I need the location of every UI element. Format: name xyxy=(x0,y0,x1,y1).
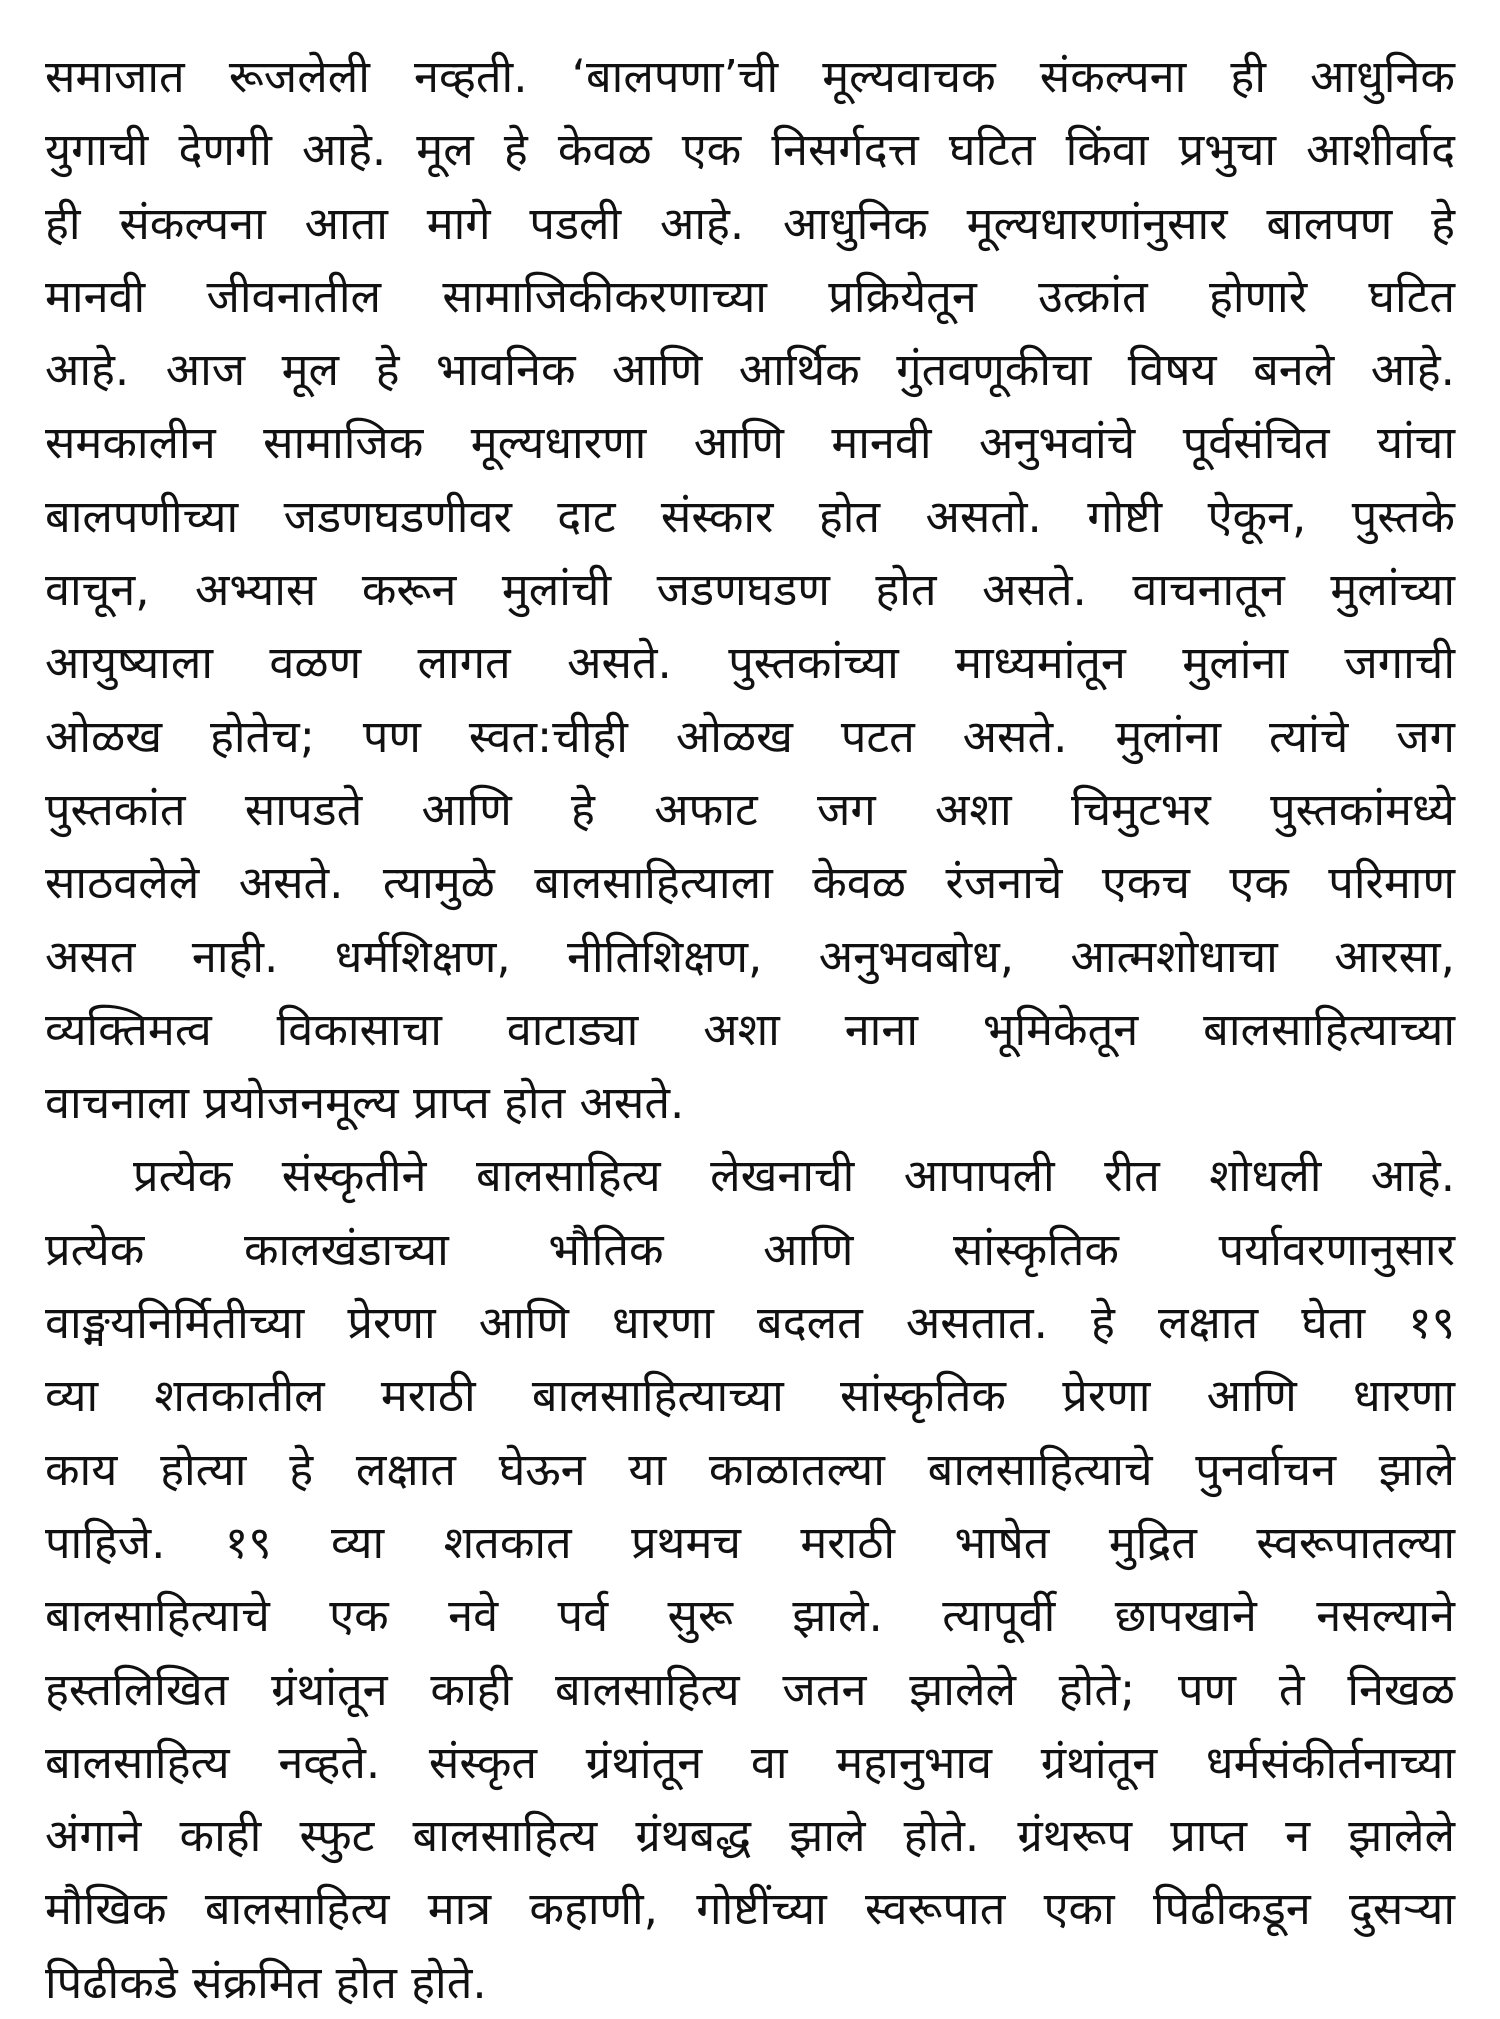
text-line: पिढीकडे संक्रमित होत होते. xyxy=(45,1955,487,2009)
text-line: ही संकल्पना आता मागे पडली आहे. आधुनिक मूल्यधारणांनुसार बालपण हे xyxy=(45,196,1455,250)
text-line: आयुष्याला वळण लागत असते. पुस्तकांच्या माध्यमांतून मुलांना जगाची xyxy=(45,636,1455,690)
text-line: बालपणीच्या जडणघडणीवर दाट संस्कार होत असतो. गोष्टी ऐकून, पुस्तके xyxy=(45,489,1455,543)
text-line: काय होत्या हे लक्षात घेऊन या काळातल्या बालसाहित्याचे पुनर्वाचन झाले xyxy=(45,1442,1455,1496)
text-line: बालसाहित्याचे एक नवे पर्व सुरू झाले. त्यापूर्वी छापखाने नसल्याने xyxy=(45,1589,1455,1643)
text-line: व्या शतकातील मराठी बालसाहित्याच्या सांस्कृतिक प्रेरणा आणि धारणा xyxy=(45,1369,1455,1423)
text-line: आहे. आज मूल हे भावनिक आणि आर्थिक गुंतवणूकीचा विषय बनले आहे. xyxy=(45,343,1455,397)
text-line: युगाची देणगी आहे. मूल हे केवळ एक निसर्गदत्त घटित किंवा प्रभुचा आशीर्वाद xyxy=(45,123,1455,177)
text-line: मानवी जीवनातील सामाजिकीकरणाच्या प्रक्रियेतून उत्क्रांत होणारे घटित xyxy=(45,269,1455,323)
text-line: ओळख होतेच; पण स्वत:चीही ओळख पटत असते. मुलांना त्यांचे जग xyxy=(45,709,1455,763)
text-line: व्यक्तिमत्व विकासाचा वाटाड्या अशा नाना भूमिकेतून बालसाहित्याच्या xyxy=(45,1002,1455,1056)
text-line: बालसाहित्य नव्हते. संस्कृत ग्रंथांतून वा महानुभाव ग्रंथांतून धर्मसंकीर्तनाच्या xyxy=(45,1735,1455,1789)
paragraph-1 xyxy=(45,40,1455,1139)
text-line: वाचून, अभ्यास करून मुलांची जडणघडण होत असते. वाचनातून मुलांच्या xyxy=(45,563,1455,617)
text-line: वाङ्मयनिर्मितीच्या प्रेरणा आणि धारणा बदलत असतात. हे लक्षात घेता १९ xyxy=(45,1296,1455,1350)
text-line: प्रत्येक संस्कृतीने बालसाहित्य लेखनाची आपापली रीत शोधली आहे. xyxy=(133,1149,1455,1203)
text-line: हस्तलिखित ग्रंथांतून काही बालसाहित्य जतन झालेले होते; पण ते निखळ xyxy=(45,1662,1455,1716)
text-line: प्रत्येक कालखंडाच्या भौतिक आणि सांस्कृतिक पर्यावरणानुसार xyxy=(45,1222,1455,1276)
text-line: समकालीन सामाजिक मूल्यधारणा आणि मानवी अनुभवांचे पूर्वसंचित यांचा xyxy=(45,416,1455,470)
text-line: पाहिजे. १९ व्या शतकात प्रथमच मराठी भाषेत मुद्रित स्वरूपातल्या xyxy=(45,1515,1455,1569)
text-line: समाजात रूजलेली नव्हती. ‘बालपणा’ची मूल्यवाचक संकल्पना ही आधुनिक xyxy=(45,50,1455,103)
text-line: मौखिक बालसाहित्य मात्र कहाणी, गोष्टींच्या स्वरूपात एका पिढीकडून दुसऱ्या xyxy=(45,1882,1455,1936)
text-line: असत नाही. धर्मशिक्षण, नीतिशिक्षण, अनुभवबोध, आत्मशोधाचा आरसा, xyxy=(45,929,1455,983)
paragraph-2 xyxy=(45,1139,1455,2019)
text-line: वाचनाला प्रयोजनमूल्य प्राप्त होत असते. xyxy=(45,1076,685,1130)
body-text xyxy=(45,40,1455,2019)
text-line: अंगाने काही स्फुट बालसाहित्य ग्रंथबद्ध झाले होते. ग्रंथरूप प्राप्त न झालेले xyxy=(45,1809,1455,1863)
text-line: पुस्तकांत सापडते आणि हे अफाट जग अशा चिमुटभर पुस्तकांमध्ये xyxy=(45,782,1455,836)
text-line: साठवलेले असते. त्यामुळे बालसाहित्याला केवळ रंजनाचे एकच एक परिमाण xyxy=(45,856,1455,910)
